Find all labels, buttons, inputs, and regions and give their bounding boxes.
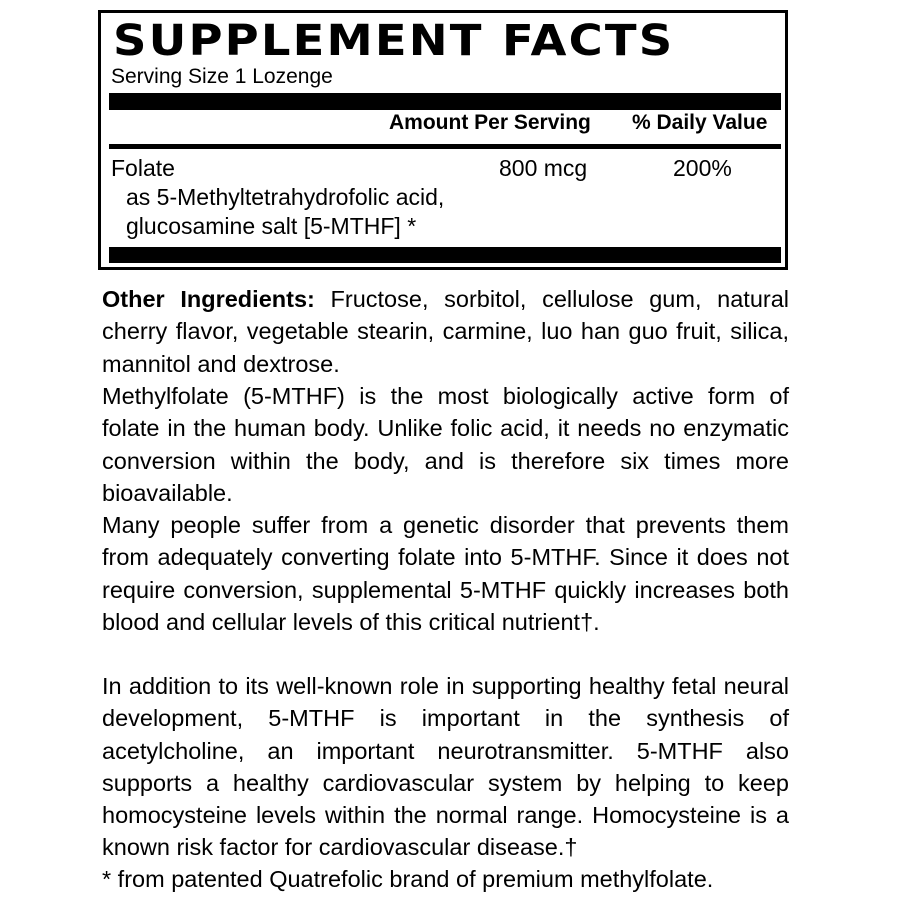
paragraph-genetic-disorder: Many people suffer from a genetic disorder that prevents them from adequately converting folate into 5-MTHF. Since it does not require conversion, supplemental 5-MTHF quickly increases both blood and cellular levels of this critical nutrient†. — [102, 512, 789, 635]
divider-bar — [109, 247, 781, 263]
divider-bar — [109, 93, 781, 110]
other-ingredients-label: Other Ingredients: — [102, 286, 315, 312]
nutrient-daily-value: 200% — [673, 155, 732, 181]
footnote: * from patented Quatrefolic brand of premium methylfolate. — [102, 866, 714, 892]
paragraph-benefits: In addition to its well-known role in supporting healthy fetal neural development, 5-MTHF is important in the synthesis of acetylcholine, an important neurotransmitter. 5-MTHF also supports a healthy cardiovascular system by helping to keep homocysteine levels within the normal range. Homocysteine is a known risk factor for cardiovascular disease.† — [102, 673, 789, 861]
facts-title: SUPPLEMENT FACTS — [113, 16, 675, 66]
nutrient-amount: 800 mcg — [499, 155, 588, 181]
supplement-facts-panel — [98, 10, 788, 270]
divider-bar — [109, 144, 781, 149]
other-ingredients-text: Fructose, sorbitol, cellulose gum, natural cherry flavor, vegetable stearin, carmine, luo han guo fruit, silica, mannitol and dextrose. — [102, 286, 790, 377]
paragraph-methylfolate: Methylfolate (5-MTHF) is the most biologically active form of folate in the human body. Unlike folic acid, it needs no enzymatic conversion within the body, and is therefore six times more bioavailable. — [102, 383, 789, 506]
nutrient-name: Folate — [111, 155, 175, 181]
other-ingredients — [102, 283, 789, 380]
serving-size: Serving Size 1 Lozenge — [111, 65, 333, 88]
header-amount-per-serving: Amount Per Serving — [389, 111, 591, 134]
nutrient-description-line: as 5-Methyltetrahydrofolic acid, — [126, 184, 445, 210]
nutrient-description-line: glucosamine salt [5-MTHF] * — [126, 213, 417, 239]
nutrient-description — [126, 183, 526, 241]
header-daily-value: % Daily Value — [632, 111, 768, 134]
